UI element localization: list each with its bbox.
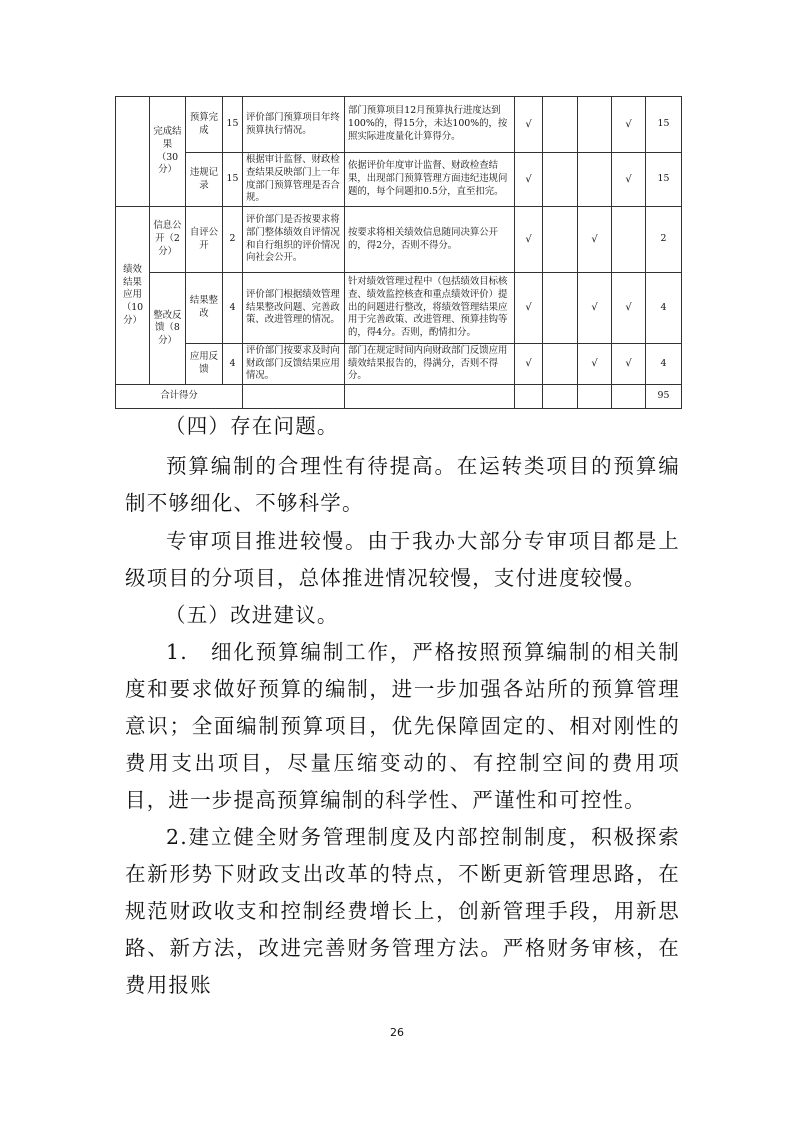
level3-cell: 应用反馈 xyxy=(186,344,223,385)
criteria-cell: 按要求将相关绩效信息随同决算公开的，得2分，否则不得分。 xyxy=(345,207,515,273)
check-cell xyxy=(578,153,612,207)
check-cell: √ xyxy=(612,97,646,153)
empty-cell xyxy=(578,385,612,409)
table-row xyxy=(116,97,682,153)
section-heading-problems: （四）存在问题。 xyxy=(165,414,339,438)
level2-cell: 整改反馈（8分） xyxy=(150,273,186,385)
score-cell: 4 xyxy=(646,344,682,385)
indicator-cell: 评价部门根据绩效管理结果整改问题、完善政策、改进管理的情况。 xyxy=(243,273,345,344)
body-paragraph: 2.建立健全财务管理制度及内部控制制度，积极探索在新形势下财政支出改革的特点，不断更新管理思路，在规范财政收支和控制经费增长上，创新管理手段，用新思路、新方法，改进完善财务管理方法。严格财务审核，在费用报账 xyxy=(125,825,680,997)
weight-cell: 4 xyxy=(223,273,243,344)
score-cell: 15 xyxy=(646,153,682,207)
indicator-cell: 根据审计监督、财政检查结果反映部门上一年度部门预算管理是否合规。 xyxy=(243,153,345,207)
check-cell xyxy=(543,207,578,273)
total-row xyxy=(116,385,682,409)
check-cell: √ xyxy=(515,207,543,273)
indicator-cell: 评价部门预算项目年终预算执行情况。 xyxy=(243,97,345,153)
check-cell xyxy=(543,153,578,207)
level2-cell: 完成结果（30分） xyxy=(150,97,186,207)
empty-cell xyxy=(612,385,646,409)
weight-cell: 15 xyxy=(223,97,243,153)
criteria-cell: 依据评价年度审计监督、财政检查结果，出现部门预算管理方面违纪违规问题的，每个问题扣0.5分，直至扣完。 xyxy=(345,153,515,207)
check-cell xyxy=(578,97,612,153)
table-row xyxy=(116,153,682,207)
body-paragraph: 预算编制的合理性有待提高。在运转类项目的预算编制不够细化、不够科学。 xyxy=(125,454,680,515)
weight-cell: 15 xyxy=(223,153,243,207)
check-cell: √ xyxy=(612,273,646,344)
indicator-cell: 评价部门是否按要求将部门整体绩效自评情况和自行组织的评价情况向社会公开。 xyxy=(243,207,345,273)
check-cell: √ xyxy=(578,344,612,385)
check-cell: √ xyxy=(578,273,612,344)
level3-cell: 违规记录 xyxy=(186,153,223,207)
empty-cell xyxy=(345,385,515,409)
criteria-cell: 针对绩效管理过程中（包括绩效目标核查、绩效监控核查和重点绩效评价）提出的问题进行整改，将绩效管理结果应用于完善政策、改进管理、预算挂钩等的，得4分。否则，酌情扣分。 xyxy=(345,273,515,344)
score-cell: 4 xyxy=(646,273,682,344)
level3-cell: 自评公开 xyxy=(186,207,223,273)
check-cell: √ xyxy=(515,97,543,153)
score-cell: 15 xyxy=(646,97,682,153)
body-paragraph: 专审项目推进较慢。由于我办大部分专审项目都是上级项目的分项目，总体推进情况较慢，支付进度较慢。 xyxy=(125,529,680,590)
empty-cell xyxy=(543,385,578,409)
performance-evaluation-table xyxy=(115,96,682,409)
indicator-cell: 评价部门按要求及时向财政部门反馈结果应用情况。 xyxy=(243,344,345,385)
check-cell xyxy=(543,97,578,153)
check-cell: √ xyxy=(515,273,543,344)
check-cell: √ xyxy=(578,207,612,273)
total-score: 95 xyxy=(646,385,682,409)
level1-cell-empty xyxy=(116,97,150,207)
criteria-cell: 部门预算项目12月预算执行进度达到100%的，得15分，未达100%的，按照实际进度量化计算得分。 xyxy=(345,97,515,153)
level2-cell: 信息公开（2分） xyxy=(150,207,186,273)
criteria-cell: 部门在规定时间内向财政部门反馈应用绩效结果报告的，得满分，否则不得分。 xyxy=(345,344,515,385)
check-cell: √ xyxy=(612,153,646,207)
table-row xyxy=(116,344,682,385)
empty-cell xyxy=(243,385,345,409)
body-paragraph: 1. 细化预算编制工作，严格按照预算编制的相关制度和要求做好预算的编制，进一步加强各站所的预算管理意识；全面编制预算项目，优先保障固定的、相对刚性的费用支出项目，尽量压缩变动的、有控制空间的费用项目，进一步提高预算编制的科学性、严谨性和可控性。 xyxy=(125,640,680,812)
total-label: 合计得分 xyxy=(116,385,243,409)
section-heading-suggestions: （五）改进建议。 xyxy=(165,603,339,627)
weight-cell: 4 xyxy=(223,344,243,385)
page-number: 26 xyxy=(390,1026,404,1039)
empty-cell xyxy=(515,385,543,409)
table-row xyxy=(116,273,682,344)
check-cell xyxy=(543,344,578,385)
level3-cell: 结果整改 xyxy=(186,273,223,344)
score-cell: 2 xyxy=(646,207,682,273)
level3-cell: 预算完成 xyxy=(186,97,223,153)
table-row xyxy=(116,207,682,273)
check-cell: √ xyxy=(515,153,543,207)
check-cell: √ xyxy=(515,344,543,385)
check-cell xyxy=(543,273,578,344)
level1-cell: 绩效结果应用（10分） xyxy=(116,207,150,385)
weight-cell: 2 xyxy=(223,207,243,273)
check-cell xyxy=(612,207,646,273)
check-cell: √ xyxy=(612,344,646,385)
